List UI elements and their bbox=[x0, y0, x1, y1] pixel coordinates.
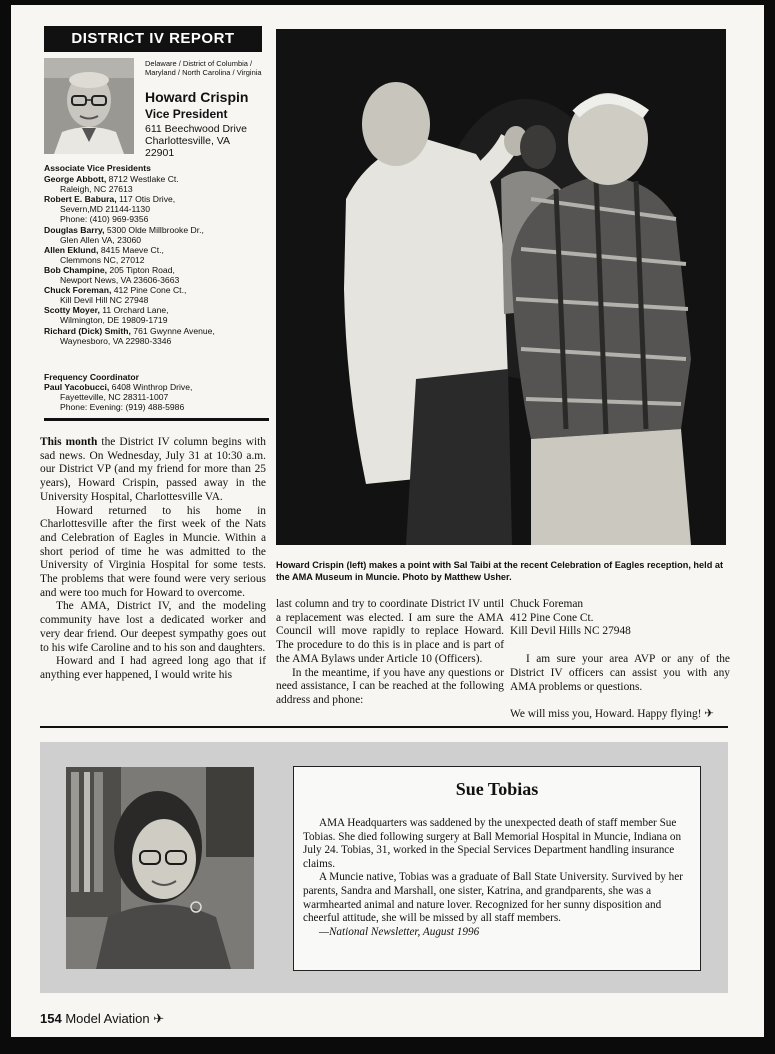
article-lead-text: the District IV column begins with sad news. On Wednesday, July 31 at 10:30 a.m. our District VP (and my friend for more than 25 years), Howard Crispin, passed away in the University Hospital, Charlottesville VA. bbox=[40, 436, 267, 503]
article-paragraph bbox=[40, 436, 266, 505]
frequency-heading: Frequency Coordinator bbox=[44, 372, 140, 382]
obituary-paragraph: A Muncie native, Tobias was a graduate of Ball State University. Survived by her parents, Sandra and Marshall, one sister, Katrina, and grandparents, she was a warmhearted animal and nature lover. Recognized for her sunny disposition and cheerful attitude, she will be missed by all staff members. bbox=[303, 871, 683, 925]
avp-directory bbox=[44, 163, 269, 346]
article-paragraph: I am sure your area AVP or any of the District IV officers can assist you with any AMA problems or questions. bbox=[510, 653, 730, 693]
avp-entry bbox=[44, 265, 269, 285]
avp-name: Douglas Barry, bbox=[44, 224, 105, 235]
article-paragraph: Howard and I had agreed long ago that if anything ever happened, I would write his bbox=[40, 655, 266, 681]
vp-address-line: Charlottesville, VA bbox=[145, 135, 231, 147]
avp-address: 205 Tipton Road, bbox=[107, 264, 175, 275]
vp-name: Howard Crispin bbox=[145, 89, 249, 105]
obituary-source: —National Newsletter, August 1996 bbox=[319, 925, 480, 938]
contact-address-line: 412 Pine Cone Ct. bbox=[510, 611, 594, 624]
avp-entry bbox=[44, 225, 269, 245]
contact-address-line: Chuck Foreman bbox=[510, 598, 584, 610]
contact-address-line: Kill Devil Hills NC 27948 bbox=[510, 625, 631, 638]
avp-name: Allen Eklund, bbox=[44, 244, 99, 255]
vp-address bbox=[145, 123, 270, 159]
avp-address-line: Raleigh, NC 27613 bbox=[60, 184, 133, 195]
avp-address: 761 Gwynne Avenue, bbox=[130, 325, 215, 336]
divider-rule bbox=[44, 418, 269, 421]
magazine-name: Model Aviation bbox=[65, 1011, 150, 1026]
event-photo bbox=[276, 29, 726, 545]
avp-entry bbox=[44, 326, 269, 346]
vp-portrait bbox=[44, 58, 134, 154]
avp-address-line: Waynesboro, VA 22980-3346 bbox=[60, 335, 172, 346]
section-divider bbox=[40, 726, 728, 728]
frequency-phone: Phone: Evening: (919) 488-5986 bbox=[60, 402, 185, 413]
avp-entry bbox=[44, 245, 269, 265]
article-column-2 bbox=[276, 598, 504, 708]
avp-entry bbox=[44, 285, 269, 305]
avp-address-line: Kill Devil Hill NC 27948 bbox=[60, 295, 149, 306]
avp-entry bbox=[44, 174, 269, 194]
avp-phone: Phone: (410) 969-9356 bbox=[60, 214, 149, 225]
obituary-body bbox=[303, 817, 693, 939]
article-lead: This month bbox=[40, 436, 98, 448]
vp-address-line: 22901 bbox=[145, 147, 175, 159]
article-closing: We will miss you, Howard. Happy flying! ✈ bbox=[510, 708, 714, 721]
article-paragraph: The AMA, District IV, and the modeling community have lost a dedicated worker and very dear friend. Our deepest sympathy goes out to his wife Caroline and to his son and daughters. bbox=[40, 600, 266, 654]
avp-address-line: Clemmons NC, 27012 bbox=[60, 254, 145, 265]
article-paragraph: In the meantime, if you have any questions or need assistance, I can be reached at the following address and phone: bbox=[276, 666, 504, 706]
article-paragraph: last column and try to coordinate District IV until a replacement was elected. I am sure the AMA Council will move rapidly to replace Howard. The procedure to do this is in place and is part of the AMA Bylaws under Article 10 (Officers). bbox=[276, 598, 504, 665]
avp-address: 8712 Westlake Ct. bbox=[106, 174, 179, 185]
article-column-3 bbox=[510, 598, 730, 722]
obituary-title: Sue Tobias bbox=[455, 779, 539, 799]
avp-address-line: Newport News, VA 23606-3663 bbox=[60, 275, 180, 286]
avp-address-line: Severn,MD 21144-1130 bbox=[60, 204, 150, 215]
avp-name: George Abbott, bbox=[44, 174, 107, 185]
frequency-name: Paul Yacobucci, bbox=[44, 382, 110, 393]
page-number: 154 bbox=[40, 1011, 62, 1026]
photo-caption: Howard Crispin (left) makes a point with Sal Taibi at the recent Celebration of Eagles reception, held at the AMA Museum in Muncie. Photo by Matthew Usher. bbox=[276, 560, 724, 582]
avp-name: Robert E. Babura, bbox=[44, 194, 117, 205]
avp-address: 117 Otis Drive, bbox=[116, 194, 176, 205]
avp-address-line: Wilmington, DE 19809-1719 bbox=[60, 315, 168, 326]
airplane-icon: ✈ bbox=[153, 1011, 165, 1026]
section-banner: DISTRICT IV REPORT bbox=[44, 26, 262, 52]
page-footer bbox=[40, 1011, 164, 1027]
avp-address: 11 Orchard Lane, bbox=[99, 305, 169, 316]
avp-address: 8415 Maeve Ct., bbox=[98, 244, 164, 255]
obituary-paragraph: AMA Headquarters was saddened by the unexpected death of staff member Sue Tobias. She died following surgery at Ball Memorial Hospital in Muncie, Indiana on July 24. Tobias, 31, worked in the Special Services Department handling insurance claims. bbox=[303, 817, 682, 870]
avp-entry bbox=[44, 194, 269, 224]
avp-address-line: Glen Allen VA, 23060 bbox=[60, 234, 142, 245]
avp-name: Chuck Foreman, bbox=[44, 285, 112, 296]
tobias-portrait bbox=[66, 767, 254, 969]
avp-heading: Associate Vice Presidents bbox=[44, 163, 151, 173]
avp-name: Richard (Dick) Smith, bbox=[44, 325, 131, 336]
article-paragraph: Howard returned to his home in Charlottesville after the first week of the Nats and Celebration of Eagles in Muncie. Within a short period of time he was admitted to the University of Virginia Hospital for some tests. The problems that were found were very serious and were too much for Howard to overcome. bbox=[40, 504, 266, 599]
vp-address-line: 611 Beechwood Drive bbox=[145, 123, 247, 135]
avp-entry bbox=[44, 305, 269, 325]
avp-address: 5300 Olde Millbrooke Dr., bbox=[104, 224, 204, 235]
article-column-1 bbox=[40, 436, 266, 683]
vp-title: Vice President bbox=[145, 107, 228, 121]
frequency-address: 6408 Winthrop Drive, bbox=[109, 382, 193, 393]
district-states: Delaware / District of Columbia / Maryland / North Carolina / Virginia bbox=[145, 59, 262, 77]
frequency-coordinator bbox=[44, 372, 269, 412]
frequency-address-line: Fayetteville, NC 28311-1007 bbox=[60, 392, 169, 403]
avp-name: Bob Champine, bbox=[44, 264, 108, 275]
avp-address: 412 Pine Cone Ct., bbox=[111, 285, 187, 296]
avp-name: Scotty Moyer, bbox=[44, 305, 100, 316]
